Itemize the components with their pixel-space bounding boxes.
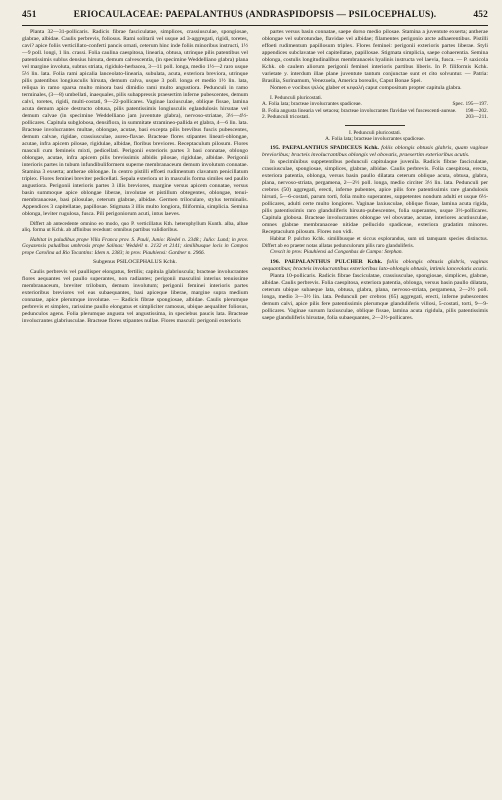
species-195-diagnosis: foliis oblongis obtusis glabris, quam vaginae brevioribus; bracteis involucrantibus oblongis vel obovatis, praesertim exterioribus acutis.	[262, 145, 488, 159]
section-heading: I. Pedunculi pluricostati.	[348, 129, 402, 136]
section-subheading: A. Folia lata; bracteae involucrantes spadiceae.	[325, 136, 425, 143]
species-description: Planta 32—31-pollicaris. Radicis fibrae fasciculatae, simplices, crassiusculae, spongiosae, glabrae, albidae. Caulis perbrevis, foliosus. Rami solitarii vel usque ad 3-aggregati, rigidi, toretes, cavi? apice foliis verticillato-conferti pancis ornati, ceterum hinc inde foliis minoribus instructi, 1½—9 poll. longi, 1 lin. crassi. Folia caulina caespitosa, linearia, obtusa, utrinque pilis patentibus vel patentissimis sublus densius hirsuta, demum calvescentia, (in specimine Weddelliano glabra) plana vel marginе involuta, subtus striata, rigidulo-herbacea, 3—11 poll. longa, medio 1½—2 raro usque 5½ lin. lata. Folia rami apicalia lanceolato-linearia, subulata, acuta, exteriora breviora, utrinque pilis patentibus longiusculis hirsuta, demum calva, usque 3 poll. longa et medio 1½ lin. lata, reliqua in ramo sparsa multo minora basi dimidio rami multo angustiora. Pedunculi in ramo terminales, (3—8) umbellati, inaequales, pilis subappressis praesertim inferne pubescentes, demum calvi, toretes, rigidi, multi-costati, 9—22-pollicares. Vaginae laxiusculae, oblique fissae, lamina acuta demum apice destructo obtusa, pilis patentissimis longiusculis eglandulosis hirsutae vel demum calvae (in specimine Weddelliano jam juventute glabra), nervoso-striatae, 3½—4½-pollicares. Capitula subglobosa, densiflora, in summitate stramineo-pallida et glabra, 4—6 lin. lata. Bracteae involucrantes multae, oblongae, acutae, basi excepta pilis brevibus fuscis pubescentes, demum calvae, rigidae, crassiusculae, aureo-flavae. Bracteae flores stipantes lineari-oblongae, acutae, infra apicem pilosae, rigidulae, albidae, floribus breviores. Receptaculum pilosum. Flores masculi cum femineis mixti, pedicellati. Perigonii exterioris partes 3 basi connatae, oblongo oblongae, acutae, infra apicem pilis brevissimis albidis pilosae, rigidulae, albidae. Perigonii interioris partes in tubum infundibuliformem superne membranaceum demum involutum connatae. Stamina 3 exserta; antherae oblongae. In centro pistilli effoeti rudimentum clavatum penicillatum triplex. Flores feminei breviter pedicellati. Sepala exteriora ut in masculis forma similes sed paullo angustiora. Perigonii interioris partes 3 illis breviores, margine versus apicem connatae, versus basin summoque apice oblongae liberae, involutae et pistillum obtegentes, oblongae, tenui-membranaceae, basi pilosulae, ceterum glabrae, albidae. Germen triloculare, stylus terminalis. Appendices 3 capitellatae, papillosae. Stigmata 3 illis multo longiora, filiformia, simplicia. Semina oblonga, leviter rugulosa, fusca. Pili perigoniorum acuti, intus laeves.	[22, 29, 249, 217]
species-195-heading: 195. PAEPALANTHUS SPADICEUS Kchk.	[270, 145, 379, 152]
key-row-ref: 203—211.	[465, 114, 488, 121]
subgenus-description: Caulis perbrevis vel paullisper elongatus, fertilis; capitula glabriuscula; bracteae involucrantes flores aequantes vel paullo superantes, non radiantes; perigonii masculini interius tenuissime membranaceum, breviter trilobum, demum involutum; perigonii feminei interioris partes exterioribus breviores vel eas subaequantes, basi apiceque liberae, margine supra medium connatae, apice plerumque involutae. — Radicis fibrae spongiosae, albidae. Caulis plerumque perbrevis et simplex, rarissime paullo elongatus et simpliciter ramosus, ubique aequaliter foliosus, pedunculos agens. Folia plerumque angusta vel angustissima, in speciebus paucis lata. Bracteae involucrantes glabriusculae. Bracteae flores stipantes nullae. Flores masculi: perigonii exterioris	[22, 269, 248, 325]
section-separator	[345, 125, 405, 126]
species-196-description: Planta 10-pollicaris. Radicis fibrae fasciculatae, crassiusculae, spongiosae, simplices, glabrae, albidae. Caulis perbrevis. Folia caespitosa, exteriora patentia, oblonga, versus basin paullo dilatata, ceterum ubique subaeque lata, obtusa, glabra, plana, nervoso-striata, pergamena, 2—2½ poll. longa, medio 3—3½ lin. lata. Pedunculi per crebros (65) aggregati, erecti, inferne pubescentes demum calvi, apice pilis fere patentissimis plerumque glanduliferis villosi, 5-costati, torti, 9—9-pollicares. Vaginae sursum laxiusculae, oblique fissae, lamina acuta rigidula, pilis patentissimis saepe glanduliferis hirsutae, folia subaequantes, 2—2½-pollicares.	[262, 272, 488, 321]
key-row-ref: 198—202.	[465, 107, 488, 114]
subgenus-description-continued: partes versus basin connatae, saepe dorso medio pilosae. Stamina a juventute exserta; antherae oblongae vel subrotundae, flavidae vel albidae; filamentes perigonio arcte adhaerentibus. Pistilli effoeti rudimentum papillosum triplex. Flores feminei: perigonii exterioris partes liberae. Styli appendices subclavatae vel capitellatae, papillosae. Stigmata simplicia, saepe cohaerentia. Semina oblonga, costulis longitudinalibus membranaceis hyalinis instructa vel laevia, fusca. — P. saxicola Kchk. ob caulem aliorum perigonii feminei interioris partibus liberis. In P. filiformis Kchk. varietate y. interdum illae plane juventute tantum conjunctae sunt et cito solvuntur. — Patria: Brasilia, Surinamum, Venezuela, America borealis, Caput Bonae Spei.	[262, 29, 488, 84]
page-number-right: 452	[473, 10, 488, 20]
species-195-locality: Crescit in prov. Piauhiensi ad Congonhas de Campo: Stephan.	[270, 249, 403, 256]
running-header	[22, 10, 488, 24]
species-196-entry	[262, 259, 488, 273]
key-row-text: 2. Pedunculi tricostati.	[262, 114, 310, 121]
right-column	[262, 29, 488, 325]
two-column-body	[22, 29, 488, 325]
running-title: ERIOCAULACEAE: PAEPALANTHUS (ANDRASPIDOPSIS — PSILOCEPHALUS).	[73, 10, 437, 20]
document-page	[22, 10, 488, 325]
key-row-text: B. Folia angusta linearia vel setacea; bracteae involucrantes flavidae vel fuscescenti-aureae.	[262, 107, 457, 114]
species-195-habitat: Habitat P. pulchro Kchk. similibusque et siccus explorandus, sum uti tamquam species distinctus. Differt ab eo praeter notas allatas pedunculorum pilis raro glanduliferis.	[262, 236, 488, 249]
species-196-diagnosis: foliis oblongis obtusis glabris, vaginas aequantibus; bracteis involucrantibus exterioribus lato-oblongis obtusis, intimis lanceolatis acutis.	[262, 258, 488, 272]
species-196-heading: 196. PAEPALANTHUS PULCHER Kchk.	[270, 258, 383, 265]
key-row-ref: Spec. 195—197.	[452, 101, 488, 108]
key-title: I. Pedunculi pluricostati.	[270, 95, 323, 101]
key-row-text: A. Folia lata; bracteae involucrantes spadiceae.	[262, 101, 362, 108]
left-column	[22, 29, 248, 325]
etymology-note: Nomen e vocibus ψιλός glaber et κεφαλή caput compositum propter capitula glabra.	[270, 85, 462, 91]
key-row	[262, 114, 488, 120]
page-number-left: 451	[22, 10, 37, 20]
differential-note: Differt ab antecedente omnino eo modo, quo P. verticillatus Kth. heterophyllum Kunth. alba, albae aliq. forma ut Kchk. ab affinibus recedunt: omnibus partibus validioribus.	[22, 221, 248, 234]
header-rule	[22, 25, 488, 26]
species-195-description: In specimínibus suppetentibus pedunculi capitulaque juveníla. Radicis fibrae fasciculatae, crassiusculae, spongiosae, simplices, glabrae, albidae. Caulis perbrevis. Folia caespitosa, erecta, exteriora patentia, oblonga, versus basin paullo dilatata ceterum oblique acuta, obtusa, glabra, plana, nervoso-striata, pergamena, 2—2½ poll. longa, medio circiter 3½ lin. lata. Pedunculi per crebros (50) aggregati, erecti, inferne pubentes, apice pilis fore patentissimis rare glandulosis hirsuti, 5—6-costati, parum torti, folia multo superantes, suppetentes nondum adulti et usque 6½-pollicares, adulti certe multo longiores. Vaginae laxiusculae, oblique fissae, lamina acuta rigida, pilis patentissimis raro glanduliferis hirsuto-pubescentes, folia superantes, usque 3½-pollicares. Capitula globosa. Bracteae involucrantes oblongae vel obovatae, acutae, interiores acutiusculae, omnes glabrae membranaceae nitidae pellucido spadiceae, exteriora gradatim minores. Receptaculum pilosum. Flores non vidi.	[262, 159, 488, 236]
habitat-text: Habitat in paludibus prope Villa Franca prov. S. Pauli, Junio: Riedel n. 2348.; Julio: Lund; in prov. Goyazensis paludibus umbrosis prope Salinas: Weddell n. 2132 et 2141; similibusque locis in Campos prope Carolina ad Rio Tocantins: Idem n. 2383; in prov. Piauhiensi: Gardner n. 2966.	[22, 236, 248, 256]
subgenus-heading: Subgenus PSILOCEPHALUS Kchk.	[93, 259, 177, 266]
species-195-entry	[262, 145, 488, 159]
